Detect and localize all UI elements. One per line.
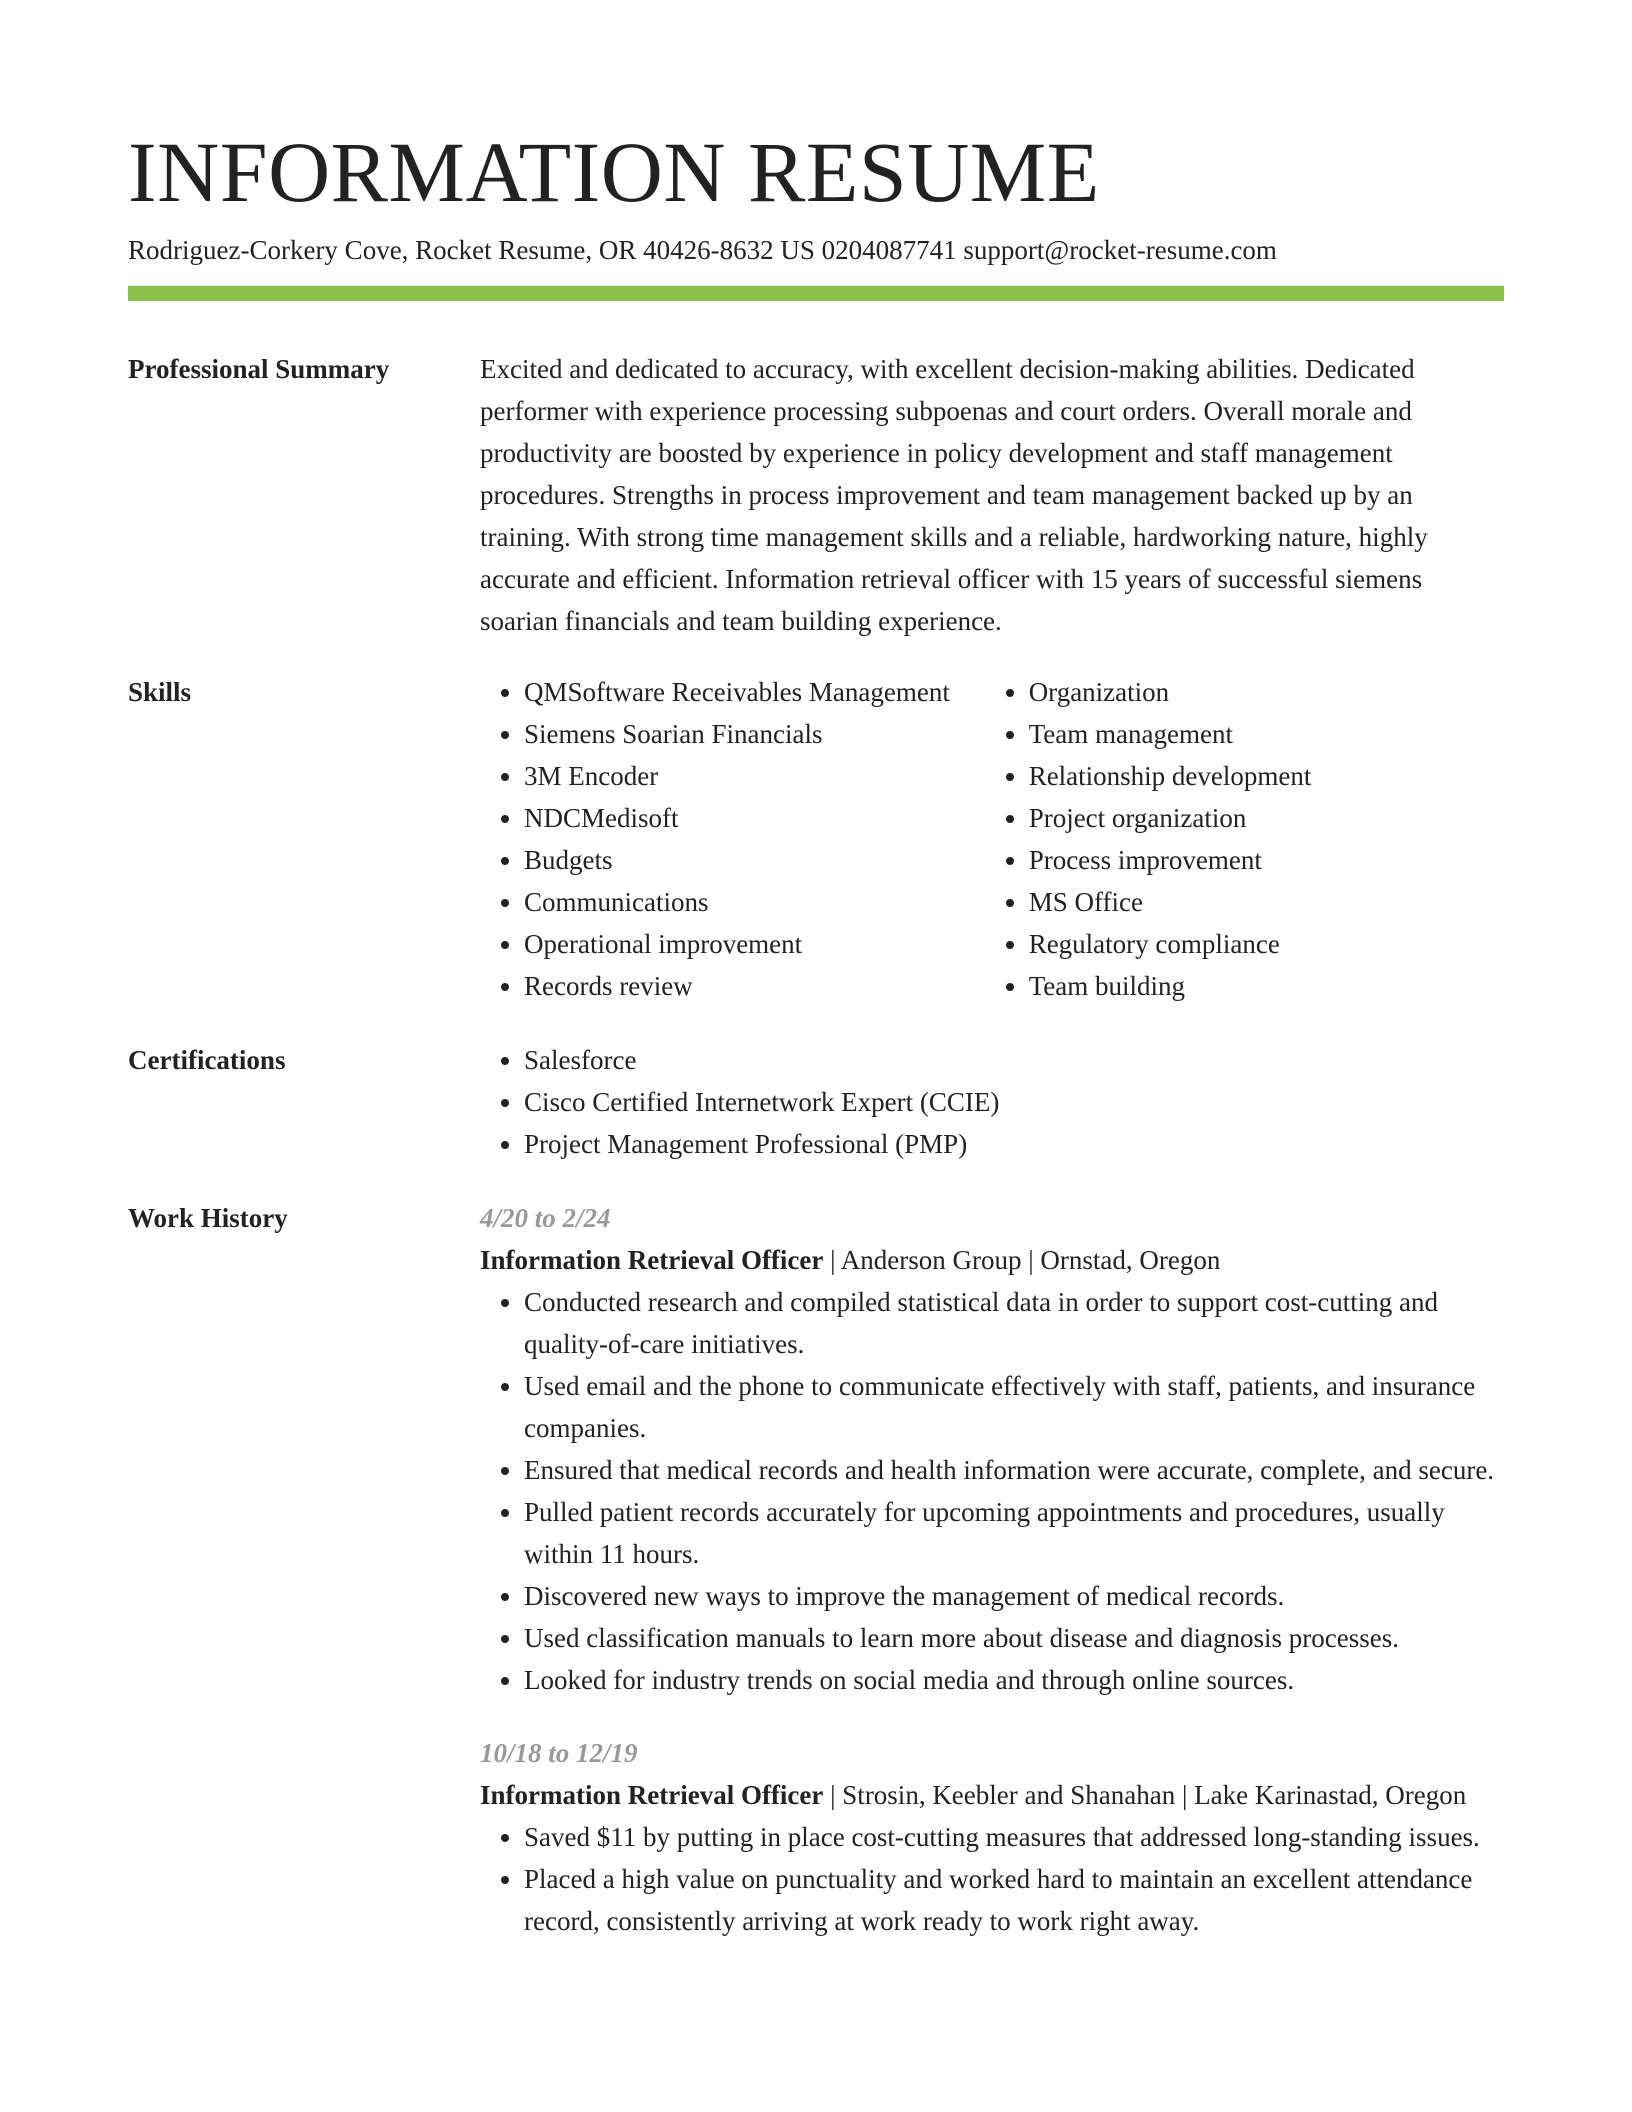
skill-item: • Project organization [1029, 797, 1504, 839]
skill-item: • Process improvement [1029, 839, 1504, 881]
summary-label: Professional Summary [128, 354, 390, 384]
job-duty-item: • Discovered new ways to improve the management of medical records. [524, 1575, 1504, 1617]
summary-text: Excited and dedicated to accuracy, with excellent decision-making abilities. Dedicated performer with experience processing subpoenas and court orders. Overall morale and productivity are boosted by experience in policy development and staff management procedures. Strengths in process improvement and team management backed up by an training. With strong time management skills and a reliable, hardworking nature, highly accurate and efficient. Information retrieval officer with 15 years of successful siemens soarian financials and team building experience. [480, 354, 1428, 636]
job-duty-item: • Placed a high value on punctuality and worked hard to maintain an excellent attendance record, consistently arriving at work ready to work right away. [524, 1858, 1504, 1942]
job-duty-item: • Conducted research and compiled statistical data in order to support cost-cutting and quality-of-care initiatives. [524, 1281, 1504, 1365]
contact-line: Rodriguez-Corkery Cove, Rocket Resume, OR 40426-8632 US 0204087741 support@rocket-resume.com [128, 235, 1277, 265]
job-duty-item: • Looked for industry trends on social media and through online sources. [524, 1659, 1504, 1701]
summary-body [480, 348, 1504, 642]
job-entry [480, 1197, 1504, 1701]
skill-item: • Regulatory compliance [1029, 923, 1504, 965]
work-history-label: Work History [128, 1203, 288, 1233]
skills-label: Skills [128, 677, 192, 707]
skill-item: • Organization [1029, 671, 1504, 713]
job-entry [480, 1732, 1504, 1942]
job-title: Information Retrieval Officer [480, 1245, 824, 1275]
certification-item: • Project Management Professional (PMP) [524, 1123, 1504, 1165]
certifications-label: Certifications [128, 1045, 286, 1075]
job-dates: 10/18 to 12/19 [480, 1738, 638, 1768]
job-duty-item: • Used classification manuals to learn more about disease and diagnosis processes. [524, 1617, 1504, 1659]
accent-divider [128, 286, 1504, 301]
skills-list-col-2 [985, 671, 1504, 1007]
job-duty-item: • Ensured that medical records and health information were accurate, complete, and secure. [524, 1449, 1504, 1491]
skill-item: • Records review [524, 965, 985, 1007]
job-title-line [480, 1774, 1504, 1816]
job-duty-item: • Saved $11 by putting in place cost-cutting measures that addressed long-standing issues. [524, 1816, 1504, 1858]
job-title-line [480, 1239, 1504, 1281]
job-duties-list [480, 1281, 1504, 1701]
certifications-list [480, 1039, 1504, 1165]
job-dates: 4/20 to 2/24 [480, 1203, 611, 1233]
certification-item: • Salesforce [524, 1039, 1504, 1081]
skill-item: • NDCMedisoft [524, 797, 985, 839]
skill-item: • Siemens Soarian Financials [524, 713, 985, 755]
job-employer-location: | Anderson Group | Ornstad, Oregon [823, 1245, 1221, 1275]
certifications-body [480, 1039, 1504, 1165]
skill-item: • Team management [1029, 713, 1504, 755]
skill-item: • Communications [524, 881, 985, 923]
job-title: Information Retrieval Officer [480, 1780, 824, 1810]
skill-item: • Operational improvement [524, 923, 985, 965]
skills-body [480, 671, 1504, 1007]
resume-title: INFORMATION RESUME [128, 124, 1100, 220]
skill-item: • 3M Encoder [524, 755, 985, 797]
job-duty-item: • Used email and the phone to communicate effectively with staff, patients, and insurance companies. [524, 1365, 1504, 1449]
work-history-body [480, 1197, 1504, 1942]
skill-item: • Budgets [524, 839, 985, 881]
job-duty-item: • Pulled patient records accurately for upcoming appointments and procedures, usually within 11 hours. [524, 1491, 1504, 1575]
skill-item: • Team building [1029, 965, 1504, 1007]
skill-item: • Relationship development [1029, 755, 1504, 797]
skill-item: • MS Office [1029, 881, 1504, 923]
job-duties-list [480, 1816, 1504, 1942]
skill-item: • QMSoftware Receivables Management [524, 671, 985, 713]
job-employer-location: | Strosin, Keebler and Shanahan | Lake Karinastad, Oregon [823, 1780, 1467, 1810]
certification-item: • Cisco Certified Internetwork Expert (CCIE) [524, 1081, 1504, 1123]
skills-list-col-1 [480, 671, 985, 1007]
